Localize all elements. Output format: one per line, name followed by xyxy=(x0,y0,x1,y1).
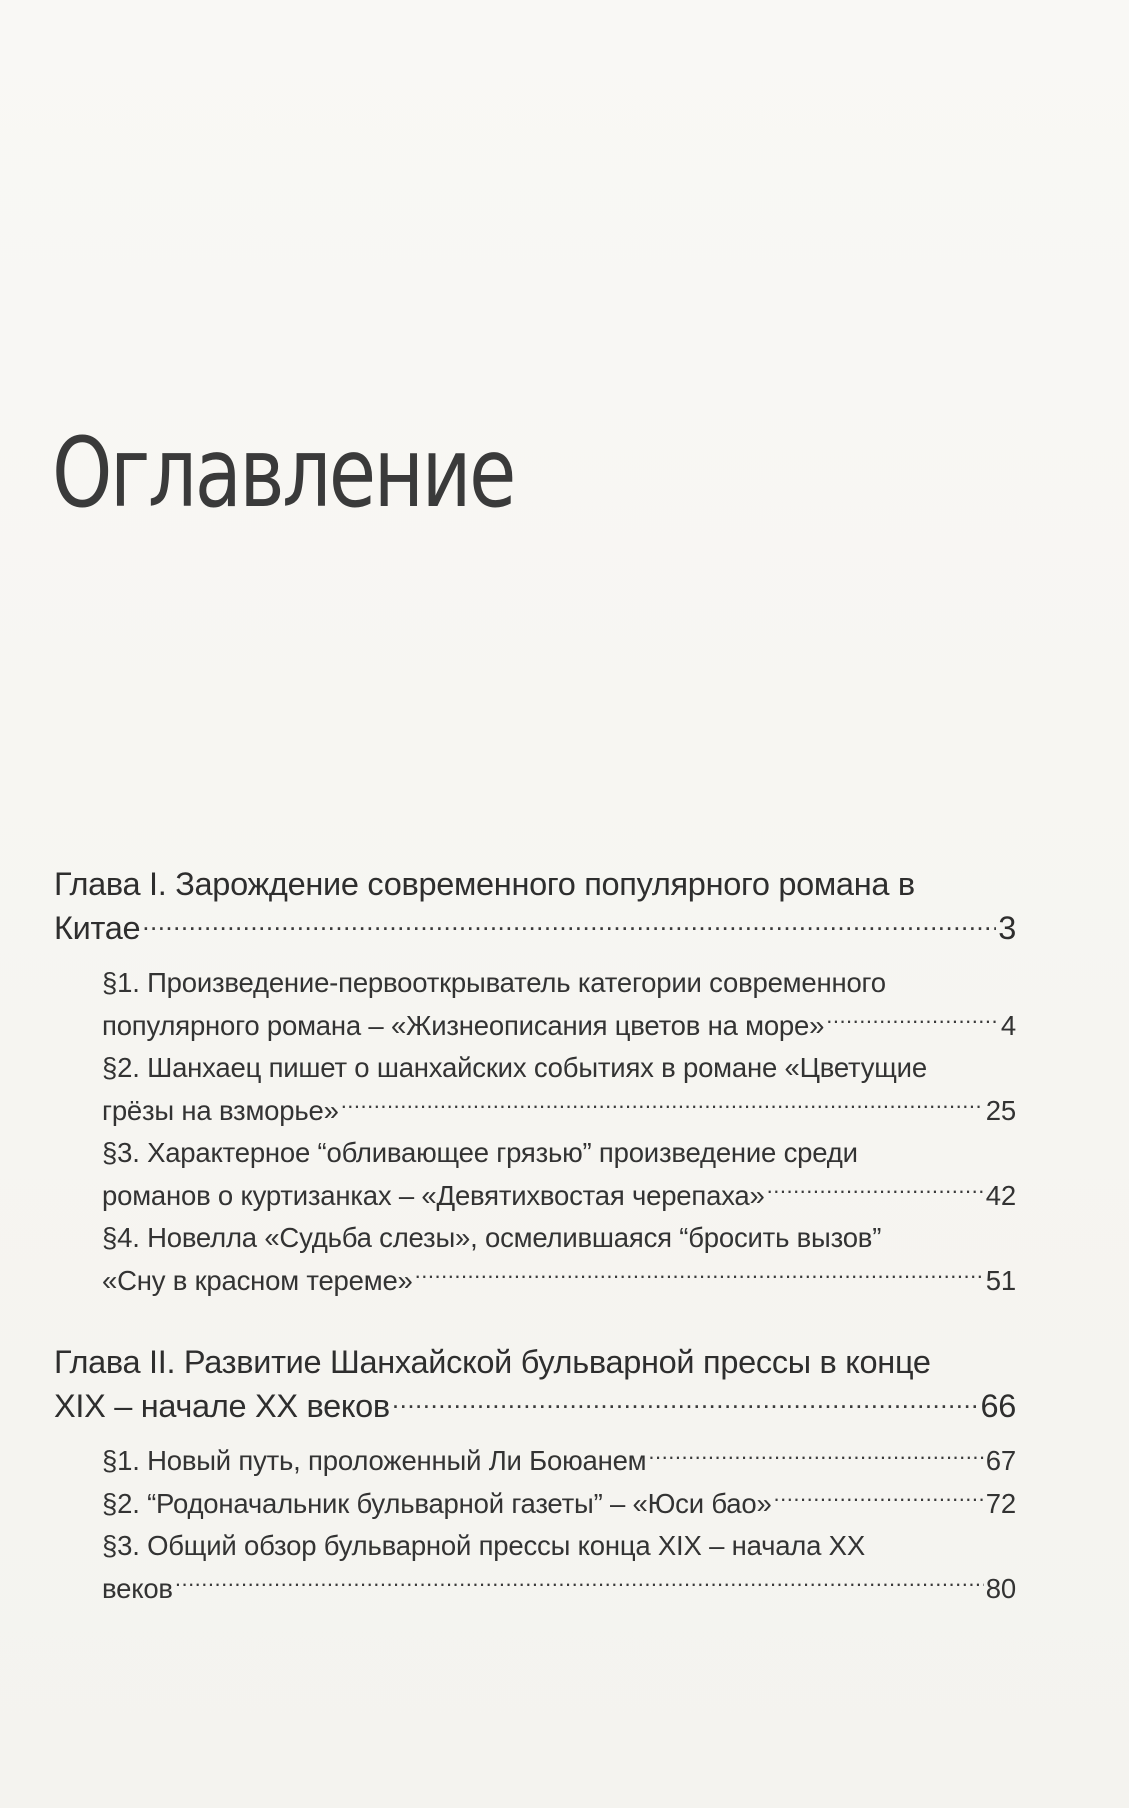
toc-chapter-2 xyxy=(54,1340,1016,1610)
chapter-title-line: Глава I. Зарождение современного популярного романа в xyxy=(54,866,915,902)
page-title: Оглавление xyxy=(52,417,514,529)
dot-leader xyxy=(767,1177,984,1205)
section-entry[interactable] xyxy=(102,1483,1016,1526)
dot-leader xyxy=(648,1443,983,1471)
section-title-line: §4. Новелла «Судьба слезы», осмелившаяся “бросить вызов” xyxy=(102,1222,882,1253)
page-number: 80 xyxy=(985,1572,1016,1604)
chapter-title-last-line[interactable] xyxy=(54,1384,1016,1428)
section-title-line: §3. Общий обзор бульварной прессы конца XIX – начала XX xyxy=(102,1530,865,1561)
page-number: 42 xyxy=(985,1179,1016,1211)
page-number: 4 xyxy=(1000,1009,1016,1041)
dot-leader xyxy=(774,1485,984,1513)
section-title-line: §2. Шанхаец пишет о шанхайских событиях в романе «Цветущие xyxy=(102,1052,927,1083)
chapter-title-text: XIX – начале XX веков xyxy=(54,1388,390,1424)
chapter-title-text: Китае xyxy=(54,910,141,946)
section-title-line: §1. Произведение-первооткрыватель категории современного xyxy=(102,967,886,998)
page-number: 67 xyxy=(985,1445,1016,1476)
section-title-text: §1. Новый путь, проложенный Ли Боюанем xyxy=(102,1445,647,1476)
section-title-line: §3. Характерное “обливающее грязью” произведение среди xyxy=(102,1137,858,1168)
dot-leader xyxy=(415,1262,984,1290)
dot-leader xyxy=(341,1092,984,1120)
page-number: 3 xyxy=(998,910,1016,946)
section-entry[interactable] xyxy=(102,1005,1016,1048)
section-title-text: «Сну в красном тереме» xyxy=(102,1264,413,1296)
section-title-text: веков xyxy=(102,1572,173,1604)
section-entry[interactable] xyxy=(102,1175,1016,1218)
dot-leader xyxy=(142,907,996,940)
dot-leader xyxy=(392,1385,979,1418)
section-title-text: §2. “Родоначальник бульварной газеты” – «Юси бао» xyxy=(102,1487,772,1519)
chapter-title-line: Глава II. Развитие Шанхайской бульварной прессы в конце xyxy=(54,1344,931,1380)
page-number: 66 xyxy=(980,1388,1016,1424)
dot-leader xyxy=(826,1007,999,1035)
section-entry[interactable] xyxy=(102,1568,1016,1611)
section-title-text: грёзы на взморье» xyxy=(102,1094,339,1126)
page-number: 51 xyxy=(985,1264,1016,1296)
section-title-text: популярного романа – «Жизнеописания цветов на море» xyxy=(102,1009,825,1041)
section-title-text: романов о куртизанках – «Девятихвостая черепаха» xyxy=(102,1179,765,1211)
table-of-contents xyxy=(54,862,1016,1610)
page-number: 25 xyxy=(985,1094,1016,1126)
section-entry[interactable] xyxy=(102,1260,1016,1303)
section-list xyxy=(54,962,1016,1302)
chapter-title-last-line[interactable] xyxy=(54,906,1016,950)
toc-chapter-1 xyxy=(54,862,1016,1302)
section-list xyxy=(54,1440,1016,1610)
page-number: 72 xyxy=(985,1487,1016,1519)
section-entry[interactable] xyxy=(102,1440,1016,1483)
dot-leader xyxy=(175,1570,984,1598)
section-entry[interactable] xyxy=(102,1090,1016,1133)
